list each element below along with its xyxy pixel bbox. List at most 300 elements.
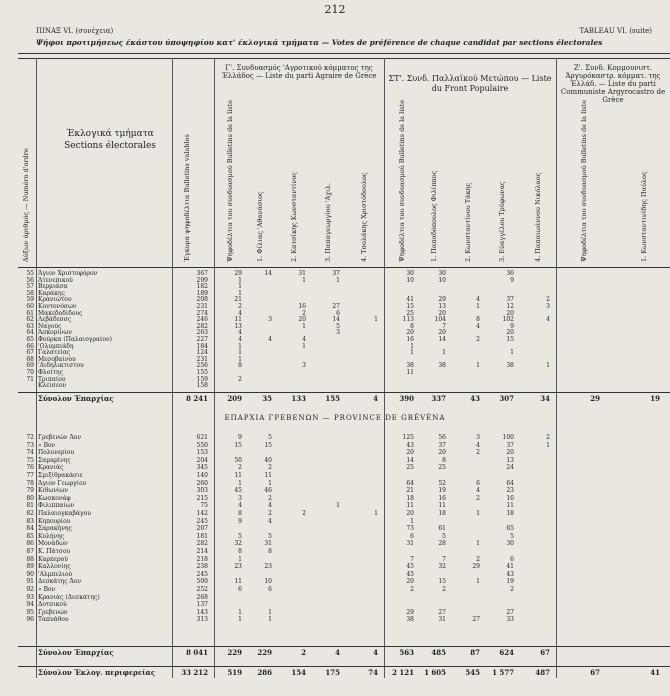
table-cell: 15 xyxy=(506,336,514,343)
table-cell: 4 xyxy=(476,487,480,495)
total-cell: 175 xyxy=(325,668,340,677)
row-number: 89 xyxy=(26,563,34,571)
table-cell: 52 xyxy=(438,479,446,487)
table-cell: 5 xyxy=(268,532,272,540)
table-cell: 8 xyxy=(442,456,446,464)
table-cell: 245 xyxy=(196,517,208,525)
table-cell: 2 xyxy=(268,510,272,517)
section-name: Κοντονόσων xyxy=(38,303,77,310)
table-cell: 4 xyxy=(238,502,242,510)
table-cell: 8 xyxy=(476,316,480,324)
table-cell: 4 xyxy=(238,329,242,337)
section-name: Μονάδων xyxy=(38,540,68,548)
total-cell: 43 xyxy=(470,394,480,403)
total-cell: 155 xyxy=(325,394,340,403)
table-cell: 25 xyxy=(438,464,446,472)
table-cell: 20 xyxy=(406,510,414,517)
table-cell: 263 xyxy=(196,329,208,337)
table-cell: 20 xyxy=(298,316,306,324)
table-cell: 1 xyxy=(476,540,480,548)
section-name: » Βον xyxy=(38,441,56,449)
total-cell: 4 xyxy=(373,394,378,403)
table-cell: 268 xyxy=(196,593,208,601)
table-cell: 30 xyxy=(406,270,414,277)
table-cell: 27 xyxy=(506,608,514,616)
table-cell: 182 xyxy=(196,283,208,291)
row-number: 57 xyxy=(26,283,34,291)
table-cell: 18 xyxy=(506,510,514,517)
table-cell: 45 xyxy=(406,570,414,578)
table-cell: 299 xyxy=(196,276,208,284)
table-cell: 282 xyxy=(196,540,208,548)
table-cell: 303 xyxy=(196,487,208,495)
total-cell: 307 xyxy=(499,394,514,403)
table-cell: 1 xyxy=(302,276,306,284)
section-name: Καλλονίης xyxy=(38,563,71,571)
table-cell: 20 xyxy=(438,329,446,337)
table-cell: 14 xyxy=(406,456,414,464)
table-cell: 73 xyxy=(406,525,414,533)
table-cell: 1 xyxy=(238,276,242,284)
table-cell: 18 xyxy=(438,510,446,517)
table-cell: 1 xyxy=(410,342,414,350)
row-number: 87 xyxy=(26,548,34,555)
table-cell: 16 xyxy=(506,494,514,502)
table-cell: 1 xyxy=(476,362,480,370)
section-name: Κρανιώτου xyxy=(38,296,72,304)
table-cell: 6 xyxy=(238,586,242,593)
table-cell: 6 xyxy=(410,532,414,540)
table-cell: 256 xyxy=(196,362,208,370)
section-name: Καράκης xyxy=(38,289,65,297)
table-cell: 2 xyxy=(442,586,446,593)
table-cell: 43 xyxy=(406,441,414,449)
table-cell: 41 xyxy=(406,296,414,304)
table-cell: 260 xyxy=(196,479,208,487)
table-cell: 21 xyxy=(234,296,242,304)
table-cell: 1 xyxy=(410,517,414,525)
section-name: Άγιον Χριστοφόρον xyxy=(38,270,98,277)
table-cell: 1 xyxy=(546,362,550,370)
table-cell: 11 xyxy=(506,502,514,510)
table-cell: 140 xyxy=(196,472,208,479)
section-name: Άσκορίνων xyxy=(38,329,72,337)
table-cell: 1 xyxy=(336,276,340,284)
table-cell: 31 xyxy=(298,270,306,277)
table-cell: 113 xyxy=(402,316,414,324)
header-left: ΠΙΝΑΞ VI. (συνέχεια) xyxy=(36,27,114,35)
section-name: Φλοίτης xyxy=(38,369,63,376)
table-cell: 19 xyxy=(506,578,514,586)
total-cell: 8 241 xyxy=(186,394,208,403)
table-cell: 8 xyxy=(238,362,242,370)
table-cell: 159 xyxy=(196,375,208,383)
table-cell: 14 xyxy=(438,336,446,343)
group1-title: Γ'. Συνδυασμός 'Αγροτικού κόμματος της Έλλάδος — Liste du parti Agraire de Grèce xyxy=(221,64,377,80)
table-cell: 11 xyxy=(234,472,242,479)
table-cell: 238 xyxy=(196,563,208,571)
table-cell: 10 xyxy=(406,276,414,284)
table-cell: 45 xyxy=(234,487,242,495)
total-label: Σύνολον Έπαρχίας xyxy=(38,394,114,403)
row-number: 75 xyxy=(26,456,34,464)
table-cell: 7 xyxy=(442,555,446,563)
total-rule xyxy=(18,666,670,667)
column-section-number: Αύξων άριθμός — Numéro d'ordre xyxy=(22,148,30,262)
table-cell: 1 xyxy=(410,349,414,357)
table-cell: 4 xyxy=(268,502,272,510)
table-cell: 18 xyxy=(406,494,414,502)
table-cell: 29 xyxy=(438,296,446,304)
table-cell: 11 xyxy=(264,472,272,479)
table-cell: 500 xyxy=(196,578,208,586)
total-rule xyxy=(18,392,670,393)
section-name: Φούρκα (Παλαιογραίον) xyxy=(38,336,112,343)
subcolumn-header: 1. Κωνσταντινίδης Παύλος xyxy=(640,171,648,262)
total-cell: 2 121 xyxy=(392,668,414,677)
table-cell: 345 xyxy=(196,464,208,472)
row-number: 84 xyxy=(26,525,34,533)
table-cell: 43 xyxy=(506,570,514,578)
table-cell: 38 xyxy=(506,362,514,370)
subcolumn-header: 2. Κατσίκης Κωνσταντίνος xyxy=(290,172,298,262)
section-name: 'Αιδηλικτιστου xyxy=(38,362,84,370)
total-label: Σύνολον Έπαρχίας xyxy=(38,648,114,657)
total-cell: 485 xyxy=(431,648,446,657)
total-cell: 229 xyxy=(257,648,272,657)
table-cell: 1 xyxy=(238,283,242,291)
table-cell: 2 xyxy=(268,464,272,472)
table-cell: 4 xyxy=(302,336,306,343)
section-name: Άτενεπικού xyxy=(38,276,73,284)
table-cell: 2 xyxy=(476,449,480,457)
section-name: 'Ολυμπιάδη xyxy=(38,342,74,350)
total-cell: 67 xyxy=(590,668,600,677)
table-cell: 15 xyxy=(234,441,242,449)
row-number: 58 xyxy=(26,289,34,297)
table-cell: 6 xyxy=(336,309,340,317)
total-cell: 41 xyxy=(650,668,660,677)
table-cell: 10 xyxy=(264,578,272,586)
total-cell: 29 xyxy=(590,394,600,403)
total-cell: 4 xyxy=(335,648,340,657)
table-cell: 41 xyxy=(506,563,514,571)
table-cell: 11 xyxy=(234,316,242,324)
table-cell: 38 xyxy=(406,362,414,370)
table-cell: 20 xyxy=(406,329,414,337)
row-number: 91 xyxy=(26,578,34,586)
table-cell: 2 xyxy=(238,464,242,472)
table-cell: 36 xyxy=(506,270,514,277)
total-cell: 4 xyxy=(373,648,378,657)
section-name: Ναγούς xyxy=(38,322,62,330)
subcolumn-header: 3. Εύαγγέλου Τρύφωνας xyxy=(498,181,506,262)
table-cell: 1 xyxy=(302,342,306,350)
table-cell: 218 xyxy=(196,555,208,563)
table-cell: 27 xyxy=(332,303,340,310)
table-cell: 16 xyxy=(406,336,414,343)
table-cell: 32 xyxy=(234,540,242,548)
table-cell: 313 xyxy=(196,616,208,624)
group3-title: Ζ'. Συνδ. Κομμουνιστ. Άργυρόκαστρ. κόμματ. της Έλλάδ. — Liste du parti Communiste Argyrocastro de Grèce xyxy=(560,64,666,104)
section-name: Λεβάδεσσς xyxy=(38,316,72,324)
table-cell: 21 xyxy=(406,487,414,495)
section-name: Κρανιάς (Δεσκάτης) xyxy=(38,593,100,601)
table-cell: 15 xyxy=(264,441,272,449)
table-cell: 31 xyxy=(264,540,272,548)
row-number: 80 xyxy=(26,494,34,502)
row-number: 86 xyxy=(26,540,34,548)
row-number: 78 xyxy=(26,479,34,487)
table-cell: 1 xyxy=(238,355,242,363)
section-name: Κυλήνης xyxy=(38,532,65,540)
subcolumn-header: 4. Τσολάκης Χριστόδουλος xyxy=(360,172,368,262)
table-cell: 24 xyxy=(506,464,514,472)
table-cell: 3 xyxy=(336,329,340,337)
table-cell: 1 xyxy=(510,349,514,357)
table-cell: 155 xyxy=(196,369,208,376)
total-cell: 34 xyxy=(540,394,550,403)
total-cell: 209 xyxy=(227,394,242,403)
total-cell: 33 212 xyxy=(181,668,208,677)
subcolumn-header: Ψηφοδέλτια του συνδυασμού Bulletins de la liste xyxy=(226,99,234,262)
table-cell: 184 xyxy=(196,342,208,350)
table-cell: 1 xyxy=(476,510,480,517)
table-cell: 3 xyxy=(476,434,480,441)
table-cell: 6 xyxy=(476,479,480,487)
table-cell: 20 xyxy=(506,449,514,457)
section-name: Κιθωνίων xyxy=(38,487,68,495)
table-cell: 2 xyxy=(302,309,306,317)
section-name: Φιλιππαίων xyxy=(38,502,75,510)
table-cell: 20 xyxy=(438,449,446,457)
table-cell: 104 xyxy=(434,316,446,324)
table-cell: 50 xyxy=(234,456,242,464)
table-cell: 143 xyxy=(196,608,208,616)
table-cell: 102 xyxy=(502,316,514,324)
row-number: 76 xyxy=(26,464,34,472)
table-cell: 1 xyxy=(268,608,272,616)
table-cell: 20 xyxy=(406,449,414,457)
table-cell: 11 xyxy=(234,578,242,586)
total-cell: 8 041 xyxy=(186,648,208,657)
table-cell: 29 xyxy=(234,270,242,277)
table-cell: 12 xyxy=(506,303,514,310)
table-cell: 4 xyxy=(238,336,242,343)
table-cell: 65 xyxy=(506,525,514,533)
table-cell: 8 xyxy=(238,510,242,517)
table-cell: 2 xyxy=(476,555,480,563)
table-cell: 9 xyxy=(238,434,242,441)
table-cell: 204 xyxy=(196,456,208,464)
table-cell: 231 xyxy=(196,355,208,363)
total-cell: 19 xyxy=(650,394,660,403)
table-cell: 124 xyxy=(196,349,208,357)
header-right: TABLEAU VI. (suite) xyxy=(579,27,652,35)
table-cell: 2 xyxy=(410,586,414,593)
section-name: Μεσοβαίνου xyxy=(38,355,76,363)
table-cell: 40 xyxy=(264,456,272,464)
total-cell: 87 xyxy=(470,648,480,657)
table-cell: 8 xyxy=(410,322,414,330)
total-cell: 154 xyxy=(291,668,306,677)
table-cell: 25 xyxy=(406,464,414,472)
table-cell: 214 xyxy=(196,548,208,555)
table-cell: 61 xyxy=(438,525,446,533)
table-cell: 46 xyxy=(264,487,272,495)
section-name: Άγιον Γεωργίου xyxy=(38,479,87,487)
table-cell: 11 xyxy=(406,502,414,510)
table-cell: 1 xyxy=(238,479,242,487)
table-cell: 4 xyxy=(546,316,550,324)
row-number: 85 xyxy=(26,532,34,540)
table-cell: 56 xyxy=(438,434,446,441)
table-cell: 11 xyxy=(406,369,414,376)
table-cell: 29 xyxy=(406,608,414,616)
table-cell: 1 xyxy=(238,289,242,297)
section-name: Κ. Πάτσου xyxy=(38,548,71,555)
total-cell: 133 xyxy=(291,394,306,403)
row-number: 96 xyxy=(26,616,34,624)
total-cell: 74 xyxy=(368,668,378,677)
table-cell: 137 xyxy=(196,601,208,609)
row-number: 70 xyxy=(26,369,34,376)
table-cell: 125 xyxy=(402,434,414,441)
row-number: 73 xyxy=(26,441,34,449)
table-cell: 3 xyxy=(546,303,550,310)
row-number: 62 xyxy=(26,316,34,324)
table-cell: 550 xyxy=(196,441,208,449)
section-name: Κηπουρίου xyxy=(38,517,71,525)
table-cell: 142 xyxy=(196,510,208,517)
table-cell: 246 xyxy=(196,316,208,324)
table-cell: 16 xyxy=(298,303,306,310)
table-cell: 100 xyxy=(502,434,514,441)
table-cell: 4 xyxy=(268,336,272,343)
subcolumn-header: 4. Παπαιωάννου Νικόλαος xyxy=(534,172,542,262)
total-cell: 545 xyxy=(465,668,480,677)
subcolumn-header: 1. Φίλιας 'Αθανάσιος xyxy=(256,191,264,262)
table-cell: 31 xyxy=(406,540,414,548)
section-name: Κωσκονάφ xyxy=(38,494,71,502)
table-cell: 23 xyxy=(234,563,242,571)
row-number: 66 xyxy=(26,342,34,350)
table-cell: 2 xyxy=(238,303,242,310)
table-cell: 5 xyxy=(336,322,340,330)
header-subtitle: Ψήφοι προτιμήσεως έκάστου ύποψηφίου κατ' έκλογικά τμήματα — Votes de préférence de chaque candidat par sections électorales xyxy=(36,38,603,47)
table-cell: 30 xyxy=(438,270,446,277)
section-name: Κλείσεον xyxy=(38,382,67,390)
table-cell: 189 xyxy=(196,289,208,297)
row-number: 90 xyxy=(26,570,34,578)
table-cell: 1 xyxy=(238,555,242,563)
table-cell: 227 xyxy=(196,336,208,343)
table-cell: 15 xyxy=(438,578,446,586)
table-cell: 1 xyxy=(374,316,378,324)
table-cell: 158 xyxy=(196,382,208,390)
table-cell: 181 xyxy=(196,532,208,540)
table-cell: 15 xyxy=(406,303,414,310)
table-cell: 1 xyxy=(268,616,272,624)
table-cell: 64 xyxy=(506,479,514,487)
table-cell: 5 xyxy=(442,532,446,540)
province-label: ΕΠΑΡΧΙΑ ΓΡΕΒΕΝΩΝ — PROVINCE DE GRÉVÉNA xyxy=(224,414,446,422)
table-cell: 1 xyxy=(546,441,550,449)
row-number: 83 xyxy=(26,517,34,525)
table-cell: 1 xyxy=(268,479,272,487)
column-valid: Έγκυρα ψηφοδέλτια Bulletins valables xyxy=(183,134,191,262)
row-number: 77 xyxy=(26,472,34,479)
total-cell: 286 xyxy=(257,668,272,677)
row-number: 56 xyxy=(26,276,34,284)
table-cell: 153 xyxy=(196,449,208,457)
section-name: Σαμαρίνης xyxy=(38,456,71,464)
total-rule xyxy=(18,646,670,647)
table-cell: 27 xyxy=(472,616,480,624)
table-cell: 2 xyxy=(510,586,514,593)
table-cell: 38 xyxy=(406,616,414,624)
section-name: Παλαιογκαβάγου xyxy=(38,510,91,517)
table-cell: 28 xyxy=(438,540,446,548)
row-number: 60 xyxy=(26,303,34,310)
table-cell: 20 xyxy=(406,578,414,586)
table-cell: 5 xyxy=(238,532,242,540)
total-cell: 1 577 xyxy=(492,668,514,677)
section-name: Σαρακήνης xyxy=(38,525,72,533)
table-cell: 32 xyxy=(438,563,446,571)
table-cell: 31 xyxy=(438,616,446,624)
table-cell: 13 xyxy=(438,303,446,310)
page-number: 212 xyxy=(324,3,346,16)
section-name: Γρεβενών xyxy=(38,608,68,616)
total-cell: 624 xyxy=(499,648,514,657)
row-number: 72 xyxy=(26,434,34,441)
row-number: 64 xyxy=(26,329,34,337)
table-cell: 75 xyxy=(200,502,208,510)
table-cell: 4 xyxy=(476,322,480,330)
table-cell: 2 xyxy=(546,434,550,441)
row-number: 59 xyxy=(26,296,34,304)
row-number: 82 xyxy=(26,510,34,517)
table-cell: 2 xyxy=(546,296,550,304)
row-number: 67 xyxy=(26,349,34,357)
table-cell: 2 xyxy=(268,494,272,502)
row-number: 61 xyxy=(26,309,34,317)
row-number: 88 xyxy=(26,555,34,563)
table-cell: 13 xyxy=(234,322,242,330)
total-cell: 2 xyxy=(301,648,306,657)
table-cell: 33 xyxy=(506,616,514,624)
section-name: Καρπερού xyxy=(38,555,68,563)
table-cell: 7 xyxy=(410,555,414,563)
table-cell: 5 xyxy=(510,532,514,540)
table-cell: 14 xyxy=(264,270,272,277)
total-cell: 35 xyxy=(262,394,272,403)
table-cell: 6 xyxy=(510,555,514,563)
table-cell: 1 xyxy=(476,578,480,586)
row-number: 65 xyxy=(26,336,34,343)
table-cell: 2 xyxy=(476,494,480,502)
table-cell: 282 xyxy=(196,322,208,330)
section-name: Ταπυάθου xyxy=(38,616,69,624)
table-cell: 621 xyxy=(196,434,208,441)
section-name: Δεσκάτης Άον xyxy=(38,578,82,586)
table-cell: 4 xyxy=(476,296,480,304)
table-cell: 25 xyxy=(406,309,414,317)
column-sections: Έκλογικά τμήματα Sections électorales xyxy=(64,129,156,151)
table-cell: 207 xyxy=(196,525,208,533)
table-cell: 8 xyxy=(238,548,242,555)
